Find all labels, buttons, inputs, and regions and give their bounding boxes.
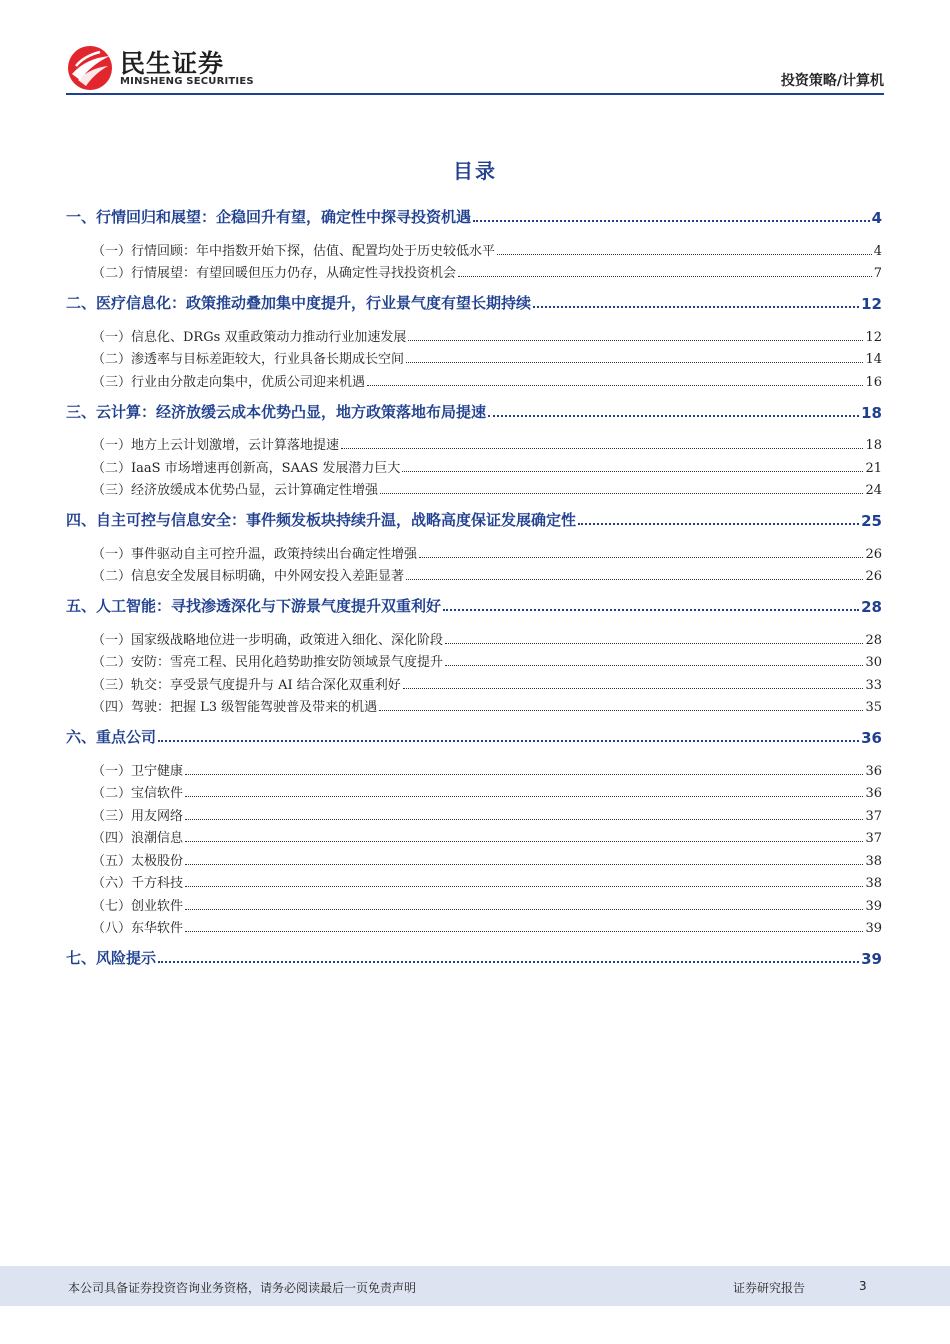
toc-page-number: 24: [865, 483, 882, 498]
toc-page-number: 28: [861, 598, 882, 616]
toc-page-number: 21: [865, 460, 882, 476]
toc-leader-dots: [185, 774, 863, 775]
page-header: [0, 0, 950, 100]
toc-subsection-link[interactable]: [66, 891, 882, 914]
toc-leader-dots: [533, 306, 859, 308]
logo-english-name: MINSHENG SECURITIES: [120, 76, 254, 87]
toc-leader-dots: [408, 340, 863, 341]
toc-page-number: 16: [865, 374, 882, 390]
toc-section-label: 四、自主可控与信息安全：事件频发板块持续升温，战略高度保证发展确定性: [66, 511, 577, 529]
toc-title: 目录: [453, 159, 497, 183]
toc-page-number: 38: [865, 853, 882, 869]
toc-leader-dots: [379, 710, 863, 711]
toc-subsection-link[interactable]: [66, 824, 882, 847]
toc-subsection-label: （一）卫宁健康: [92, 763, 184, 779]
toc-section-label: 三、云计算：经济放缓云成本优势凸显，地方政策落地布局提速: [66, 402, 487, 421]
toc-leader-dots: [402, 471, 863, 472]
toc-section-link[interactable]: [66, 399, 882, 422]
table-of-contents: [66, 204, 882, 968]
toc-page-number: 39: [861, 950, 882, 968]
toc-subsection-link[interactable]: [66, 259, 882, 282]
toc-leader-dots: [445, 643, 863, 644]
footer-report-type: 证券研究报告: [733, 1281, 806, 1295]
toc-page-number: 39: [865, 921, 882, 936]
toc-subsection-link[interactable]: [66, 625, 882, 648]
toc-subsection-label: （七）创业软件: [92, 898, 184, 914]
toc-leader-dots: [445, 665, 863, 666]
toc-section-label: 六、重点公司: [66, 728, 157, 746]
toc-leader-dots: [158, 961, 859, 963]
toc-page-number: 37: [865, 831, 882, 846]
toc-section-label: 五、人工智能：寻找渗透深化与下游景气度提升双重利好: [66, 597, 442, 615]
toc-leader-dots: [578, 523, 859, 525]
toc-leader-dots: [497, 254, 872, 255]
toc-subsection-label: （三）用友网络: [92, 808, 184, 824]
toc-leader-dots: [458, 276, 872, 277]
toc-section-link[interactable]: [66, 204, 882, 227]
toc-subsection-label: （一）行情回顾：年中指数开始下探，估值、配置均处于历史较低水平: [92, 243, 496, 259]
toc-leader-dots: [473, 220, 870, 222]
toc-subsection-link[interactable]: [66, 648, 882, 671]
toc-subsection-link[interactable]: [66, 431, 882, 454]
toc-page-number: 36: [865, 786, 882, 801]
toc-section-label: 一、行情回归和展望：企稳回升有望，确定性中探寻投资机遇: [66, 208, 472, 226]
toc-page-number: 38: [865, 876, 882, 891]
toc-page-number: 30: [865, 655, 882, 670]
toc-page-number: 25: [861, 512, 882, 530]
toc-subsection-label: （二）IaaS 市场增速再创新高，SAAS 发展潜力巨大: [92, 460, 401, 476]
toc-page-number: 36: [861, 729, 882, 747]
toc-subsection-label: （一）国家级战略地位进一步明确，政策进入细化、深化阶段: [92, 632, 444, 648]
toc-page-number: 4: [873, 243, 882, 259]
toc-subsection-label: （二）宝信软件: [92, 786, 184, 801]
toc-page-number: 12: [865, 329, 882, 345]
toc-leader-dots: [185, 796, 863, 797]
toc-subsection-link[interactable]: [66, 779, 882, 802]
footer-disclaimer: 本公司具备证券投资咨询业务资格，请务必阅读最后一页免责声明: [68, 1281, 417, 1295]
logo-chinese-name: 民生证券: [120, 49, 225, 78]
toc-subsection-link[interactable]: [66, 869, 882, 892]
toc-page-number: 37: [865, 808, 882, 824]
toc-subsection-link[interactable]: [66, 914, 882, 937]
toc-subsection-label: （八）东华软件: [92, 921, 184, 936]
toc-section-label: 二、医疗信息化：政策推动叠加集中度提升，行业景气度有望长期持续: [66, 294, 532, 312]
toc-subsection-label: （三）经济放缓成本优势凸显，云计算确定性增强: [92, 483, 379, 498]
toc-section-link[interactable]: [66, 945, 882, 968]
toc-subsection-link[interactable]: [66, 562, 882, 585]
toc-leader-dots: [185, 931, 863, 932]
toc-page-number: 39: [865, 898, 882, 914]
toc-leader-dots: [406, 579, 863, 580]
toc-subsection-label: （二）信息安全发展目标明确，中外网安投入差距显著: [92, 569, 405, 584]
page-footer: [0, 1266, 950, 1306]
toc-leader-dots: [443, 609, 859, 611]
toc-subsection-label: （四）浪潮信息: [92, 831, 184, 846]
toc-subsection-link[interactable]: [66, 236, 882, 259]
toc-subsection-label: （三）轨交：享受景气度提升与 AI 结合深化双重利好: [92, 677, 401, 693]
company-logo: [66, 44, 254, 92]
toc-leader-dots: [406, 362, 863, 363]
toc-leader-dots: [185, 819, 863, 820]
toc-leader-dots: [185, 864, 863, 865]
toc-subsection-label: （五）太极股份: [92, 853, 184, 869]
toc-page-number: 18: [865, 438, 882, 453]
toc-subsection-label: （二）行情展望：有望回暖但压力仍存，从确定性寻找投资机会: [92, 266, 457, 281]
toc-page-number: 28: [865, 632, 882, 648]
toc-leader-dots: [403, 688, 864, 689]
toc-subsection-link[interactable]: [66, 453, 882, 476]
toc-page-number: 14: [865, 352, 882, 367]
toc-leader-dots: [419, 557, 863, 558]
toc-subsection-link[interactable]: [66, 670, 882, 693]
toc-leader-dots: [185, 909, 863, 910]
toc-page-number: 18: [861, 403, 882, 422]
toc-subsection-link[interactable]: [66, 345, 882, 368]
footer-page-number: 3: [859, 1279, 867, 1293]
toc-subsection-link[interactable]: [66, 801, 882, 824]
toc-leader-dots: [380, 493, 863, 494]
toc-subsection-link[interactable]: [66, 693, 882, 716]
toc-leader-dots: [158, 740, 859, 742]
toc-leader-dots: [367, 385, 863, 386]
toc-subsection-label: （一）信息化、DRGs 双重政策动力推动行业加速发展: [92, 329, 407, 345]
toc-section-link[interactable]: [66, 593, 882, 616]
toc-page-number: 35: [865, 700, 882, 715]
toc-section-link[interactable]: [66, 290, 882, 313]
toc-subsection-label: （二）安防：雪亮工程、民用化趋势助推安防领域景气度提升: [92, 655, 444, 670]
toc-leader-dots: [488, 415, 859, 417]
minsheng-logo-icon: [66, 44, 114, 92]
toc-subsection-link[interactable]: [66, 322, 882, 345]
toc-leader-dots: [185, 886, 863, 887]
toc-leader-dots: [185, 841, 863, 842]
toc-subsection-link[interactable]: [66, 367, 882, 390]
toc-page-number: 7: [873, 266, 882, 281]
toc-subsection-link[interactable]: [66, 846, 882, 869]
toc-subsection-label: （三）行业由分散走向集中，优质公司迎来机遇: [92, 374, 366, 390]
toc-subsection-label: （六）千方科技: [92, 876, 184, 891]
toc-page-number: 26: [865, 546, 882, 562]
toc-page-number: 36: [865, 763, 882, 779]
toc-subsection-link[interactable]: [66, 476, 882, 499]
toc-page-number: 4: [871, 209, 882, 227]
toc-page-number: 12: [861, 295, 882, 313]
toc-leader-dots: [341, 448, 863, 449]
toc-subsection-link[interactable]: [66, 539, 882, 562]
toc-page-number: 33: [865, 677, 882, 693]
toc-subsection-label: （二）渗透率与目标差距较大，行业具备长期成长空间: [92, 352, 405, 367]
toc-section-link[interactable]: [66, 724, 882, 747]
toc-subsection-label: （一）地方上云计划激增，云计算落地提速: [92, 438, 340, 453]
toc-section-label: 七、风险提示: [66, 949, 157, 967]
header-divider: [66, 93, 884, 95]
report-category: 投资策略/计算机: [780, 73, 884, 89]
toc-subsection-label: （一）事件驱动自主可控升温，政策持续出台确定性增强: [92, 546, 418, 562]
toc-page-number: 26: [865, 569, 882, 584]
toc-subsection-label: （四）驾驶：把握 L3 级智能驾驶普及带来的机遇: [92, 700, 378, 715]
toc-subsection-link[interactable]: [66, 756, 882, 779]
toc-section-link[interactable]: [66, 507, 882, 530]
